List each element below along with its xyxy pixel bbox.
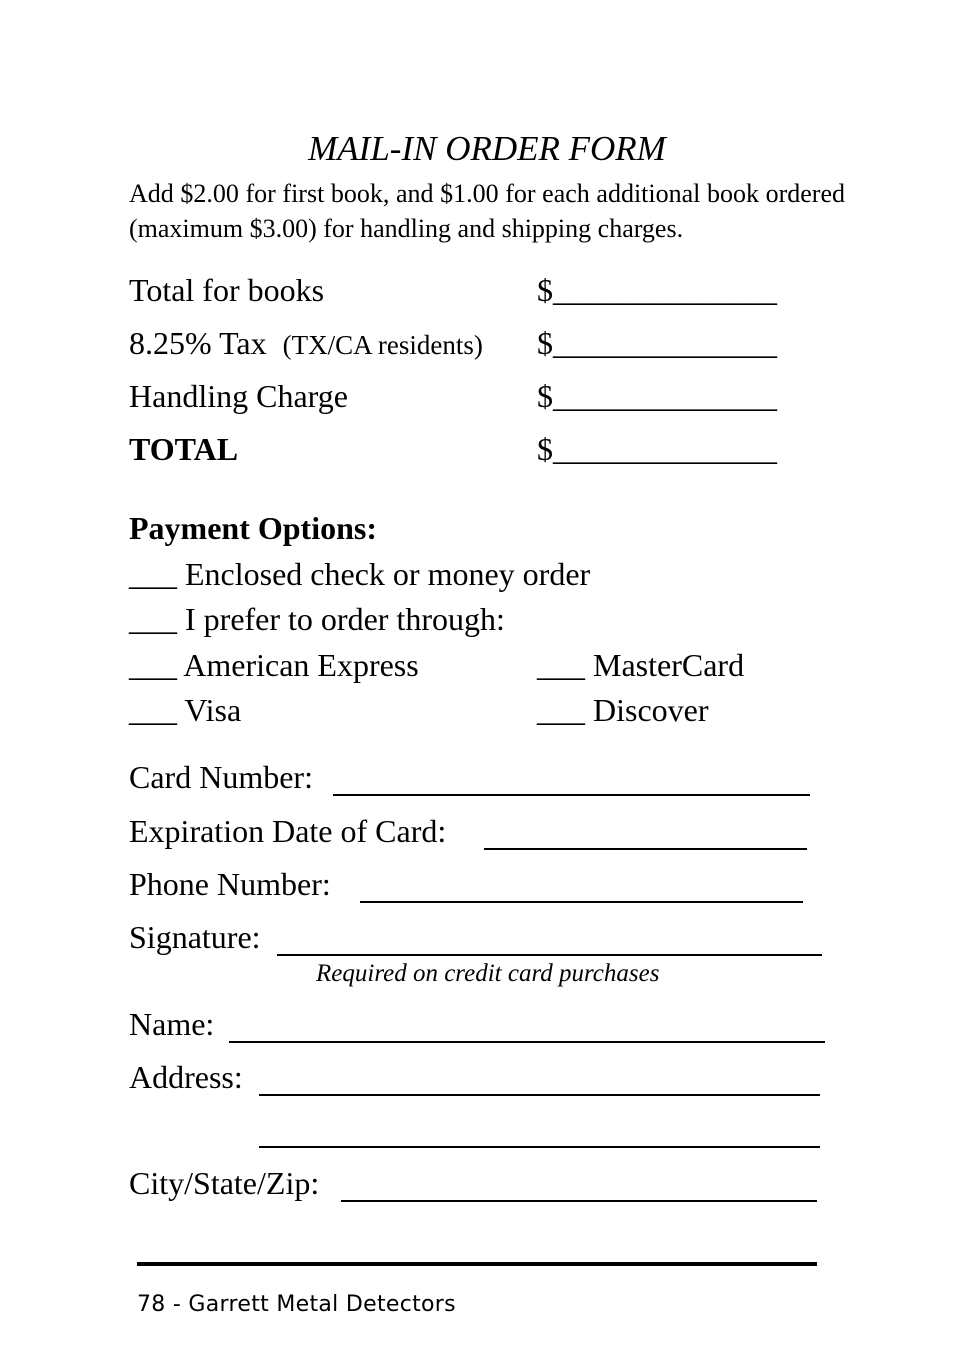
total-for-books-field[interactable]: $______________: [537, 272, 777, 308]
handling-charge-label: Handling Charge: [129, 378, 348, 414]
tax-label: [129, 323, 483, 365]
option-american-express[interactable]: ___ American Express: [129, 647, 419, 683]
option-visa[interactable]: ___ Visa: [129, 692, 242, 728]
city-state-zip-input[interactable]: [341, 1200, 817, 1202]
tax-residents-note: (TX/CA residents): [282, 330, 483, 360]
phone-number-label: Phone Number:: [129, 866, 331, 902]
name-input[interactable]: [229, 1041, 825, 1043]
tax-field[interactable]: $______________: [537, 325, 777, 361]
total-for-books-label: Total for books: [129, 272, 325, 308]
expiration-date-label: Expiration Date of Card:: [129, 813, 447, 849]
address-label: Address:: [129, 1059, 243, 1095]
city-state-zip-label: City/State/Zip:: [129, 1165, 320, 1201]
option-mastercard[interactable]: ___ MasterCard: [537, 647, 745, 683]
address-input-line-2[interactable]: [259, 1146, 820, 1148]
tax-rate-label: 8.25% Tax: [129, 325, 267, 361]
total-label: TOTAL: [129, 431, 239, 467]
payment-options-heading: Payment Options:: [129, 510, 377, 546]
phone-number-input[interactable]: [360, 901, 803, 903]
shipping-instructions: Add $2.00 for first book, and $1.00 for each additional book ordered (maximum $3.00) for handling and shipping charges.: [129, 179, 845, 243]
card-number-input[interactable]: [333, 794, 810, 796]
footer-rule: [137, 1262, 817, 1266]
card-number-label: Card Number:: [129, 759, 313, 795]
signature-input[interactable]: [277, 954, 822, 956]
signature-label: Signature:: [129, 919, 261, 955]
page-footer: 78 - Garrett Metal Detectors: [137, 1292, 456, 1317]
handling-charge-field[interactable]: $______________: [537, 378, 777, 414]
option-order-through[interactable]: ___ I prefer to order through:: [129, 601, 505, 637]
expiration-date-input[interactable]: [484, 848, 807, 850]
name-label: Name:: [129, 1006, 215, 1042]
form-title: MAIL-IN ORDER FORM: [308, 129, 666, 168]
signature-note: Required on credit card purchases: [316, 960, 660, 987]
option-check-money-order[interactable]: ___ Enclosed check or money order: [129, 556, 591, 592]
option-discover[interactable]: ___ Discover: [537, 692, 709, 728]
address-input-line-1[interactable]: [259, 1094, 820, 1096]
total-field[interactable]: $______________: [537, 431, 777, 467]
